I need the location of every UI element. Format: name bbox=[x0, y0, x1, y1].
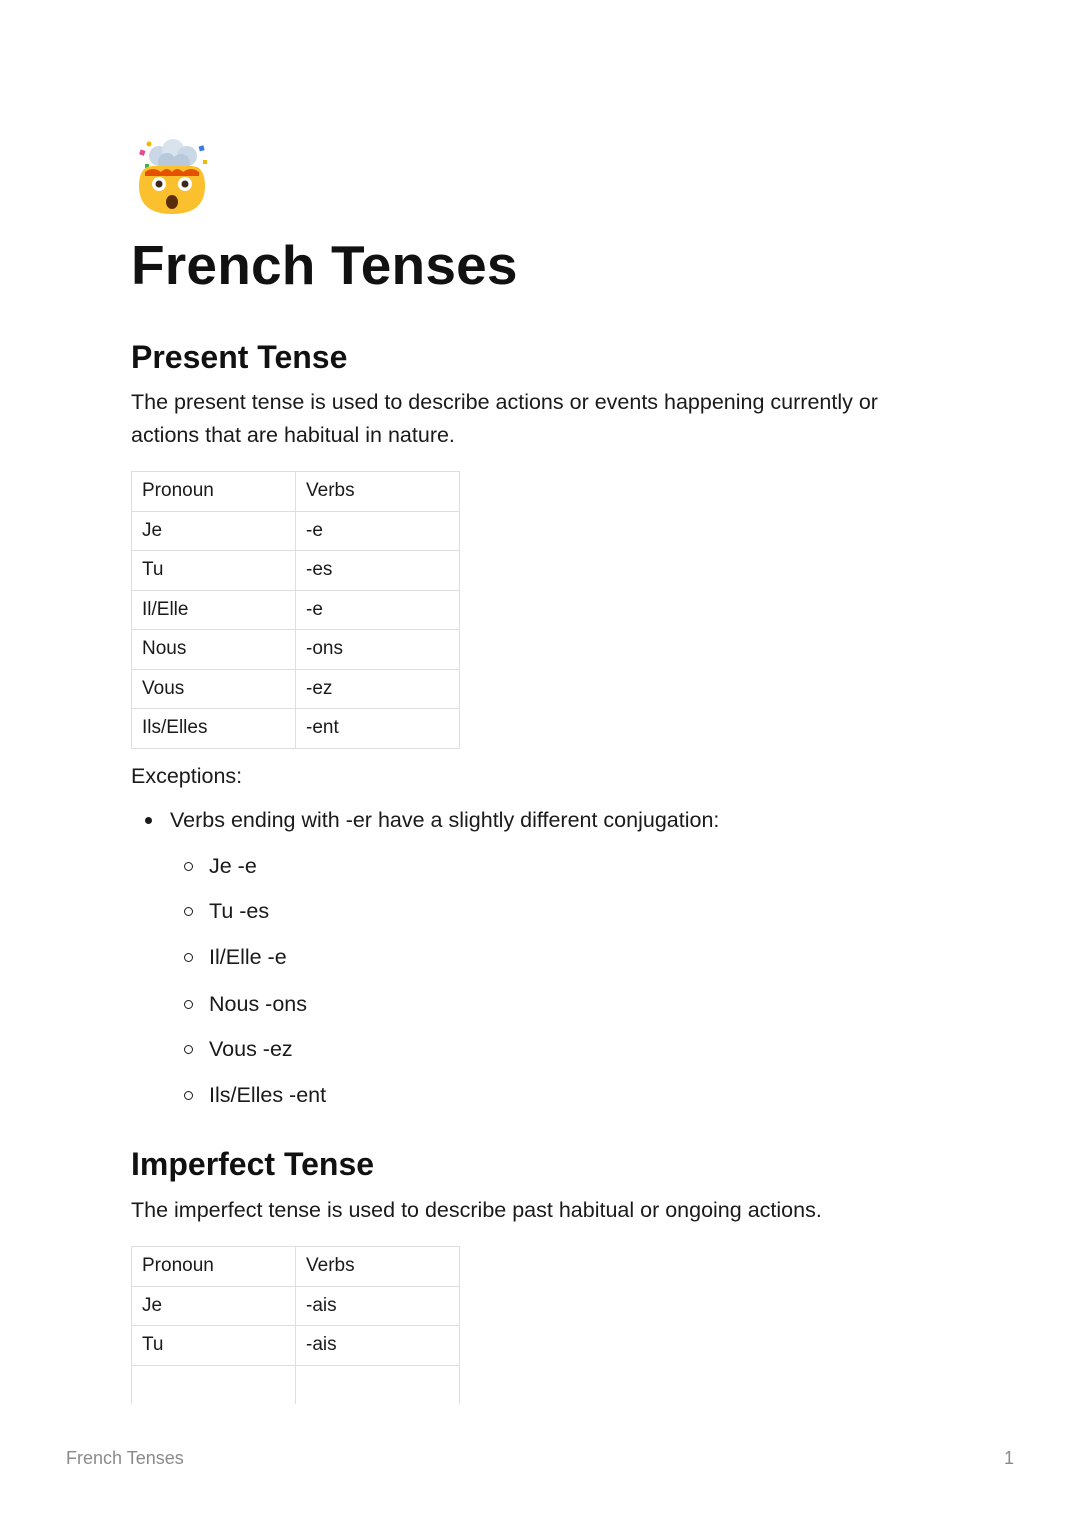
table-cell-pronoun: Tu bbox=[132, 1326, 296, 1366]
present-tense-heading: Present Tense bbox=[131, 339, 348, 375]
list-item bbox=[209, 1079, 326, 1112]
table-header-cell: Verbs bbox=[296, 472, 460, 512]
table-cell-verb: -es bbox=[296, 551, 460, 591]
table-row bbox=[132, 590, 460, 630]
table-row bbox=[132, 1326, 460, 1366]
table-cell-verb: -ons bbox=[296, 630, 460, 670]
table-cell-pronoun: Il/Elle bbox=[132, 590, 296, 630]
footer-document-title: French Tenses bbox=[66, 1448, 184, 1468]
table-cell-verb: -ais bbox=[296, 1326, 460, 1366]
table-header-cell: Pronoun bbox=[132, 472, 296, 512]
sub-item-text: Ils/Elles -ent bbox=[209, 1083, 327, 1107]
table-row bbox=[132, 709, 460, 749]
hollow-bullet-icon bbox=[184, 862, 193, 871]
sub-item-text: Il/Elle -e bbox=[209, 945, 287, 969]
list-item bbox=[209, 1033, 293, 1066]
list-item bbox=[209, 895, 269, 928]
sub-item-text: Nous -ons bbox=[209, 992, 307, 1016]
table-row bbox=[132, 630, 460, 670]
exceptions-label: Exceptions: bbox=[131, 764, 243, 788]
table-cell-verb: -ent bbox=[296, 709, 460, 749]
table-cell-verb: -e bbox=[296, 590, 460, 630]
list-item bbox=[131, 804, 720, 1107]
list-item bbox=[209, 850, 257, 883]
hollow-bullet-icon bbox=[184, 907, 193, 916]
table-row bbox=[132, 551, 460, 591]
footer-page-number: 1 bbox=[1003, 1448, 1014, 1468]
table-row bbox=[132, 1365, 460, 1404]
table-header-cell: Pronoun bbox=[132, 1247, 296, 1287]
present-tense-description: The present tense is used to describe actions or events happening currently or actions that are habitual in nature. bbox=[131, 390, 878, 447]
imperfect-tense-description: The imperfect tense is used to describe past habitual or ongoing actions. bbox=[131, 1198, 822, 1222]
table-row bbox=[132, 1286, 460, 1326]
table-cell-verb: -ais bbox=[296, 1286, 460, 1326]
present-tense-table bbox=[131, 471, 460, 749]
table-header-row bbox=[132, 472, 460, 512]
exceptions-list bbox=[131, 804, 720, 1107]
table-cell-verb: -ez bbox=[296, 669, 460, 709]
table-cell-verb bbox=[296, 1365, 460, 1404]
table-cell-pronoun: Je bbox=[132, 1286, 296, 1326]
imperfect-tense-table bbox=[131, 1246, 460, 1404]
hollow-bullet-icon bbox=[184, 1091, 193, 1100]
table-cell-pronoun: Vous bbox=[132, 669, 296, 709]
sub-item-text: Vous -ez bbox=[209, 1037, 293, 1061]
list-item bbox=[209, 941, 287, 974]
table-header-cell: Verbs bbox=[296, 1247, 460, 1287]
table-cell-pronoun: Je bbox=[132, 511, 296, 551]
imperfect-tense-heading: Imperfect Tense bbox=[131, 1146, 375, 1182]
table-cell-pronoun: Ils/Elles bbox=[132, 709, 296, 749]
hollow-bullet-icon bbox=[184, 1000, 193, 1009]
hollow-bullet-icon bbox=[184, 1045, 193, 1054]
table-cell-pronoun: Tu bbox=[132, 551, 296, 591]
exception-text: Verbs ending with -er have a slightly different conjugation: bbox=[170, 808, 720, 832]
table-row bbox=[132, 511, 460, 551]
exploding-head-icon bbox=[131, 136, 213, 218]
list-item bbox=[209, 988, 307, 1021]
table-cell-pronoun bbox=[132, 1365, 296, 1404]
page-title: French Tenses bbox=[131, 234, 518, 296]
sub-item-text: Tu -es bbox=[209, 899, 270, 923]
table-cell-pronoun: Nous bbox=[132, 630, 296, 670]
table-cell-verb: -e bbox=[296, 511, 460, 551]
hollow-bullet-icon bbox=[184, 953, 193, 962]
table-row bbox=[132, 669, 460, 709]
table-header-row bbox=[132, 1247, 460, 1287]
sub-item-text: Je -e bbox=[209, 854, 257, 878]
